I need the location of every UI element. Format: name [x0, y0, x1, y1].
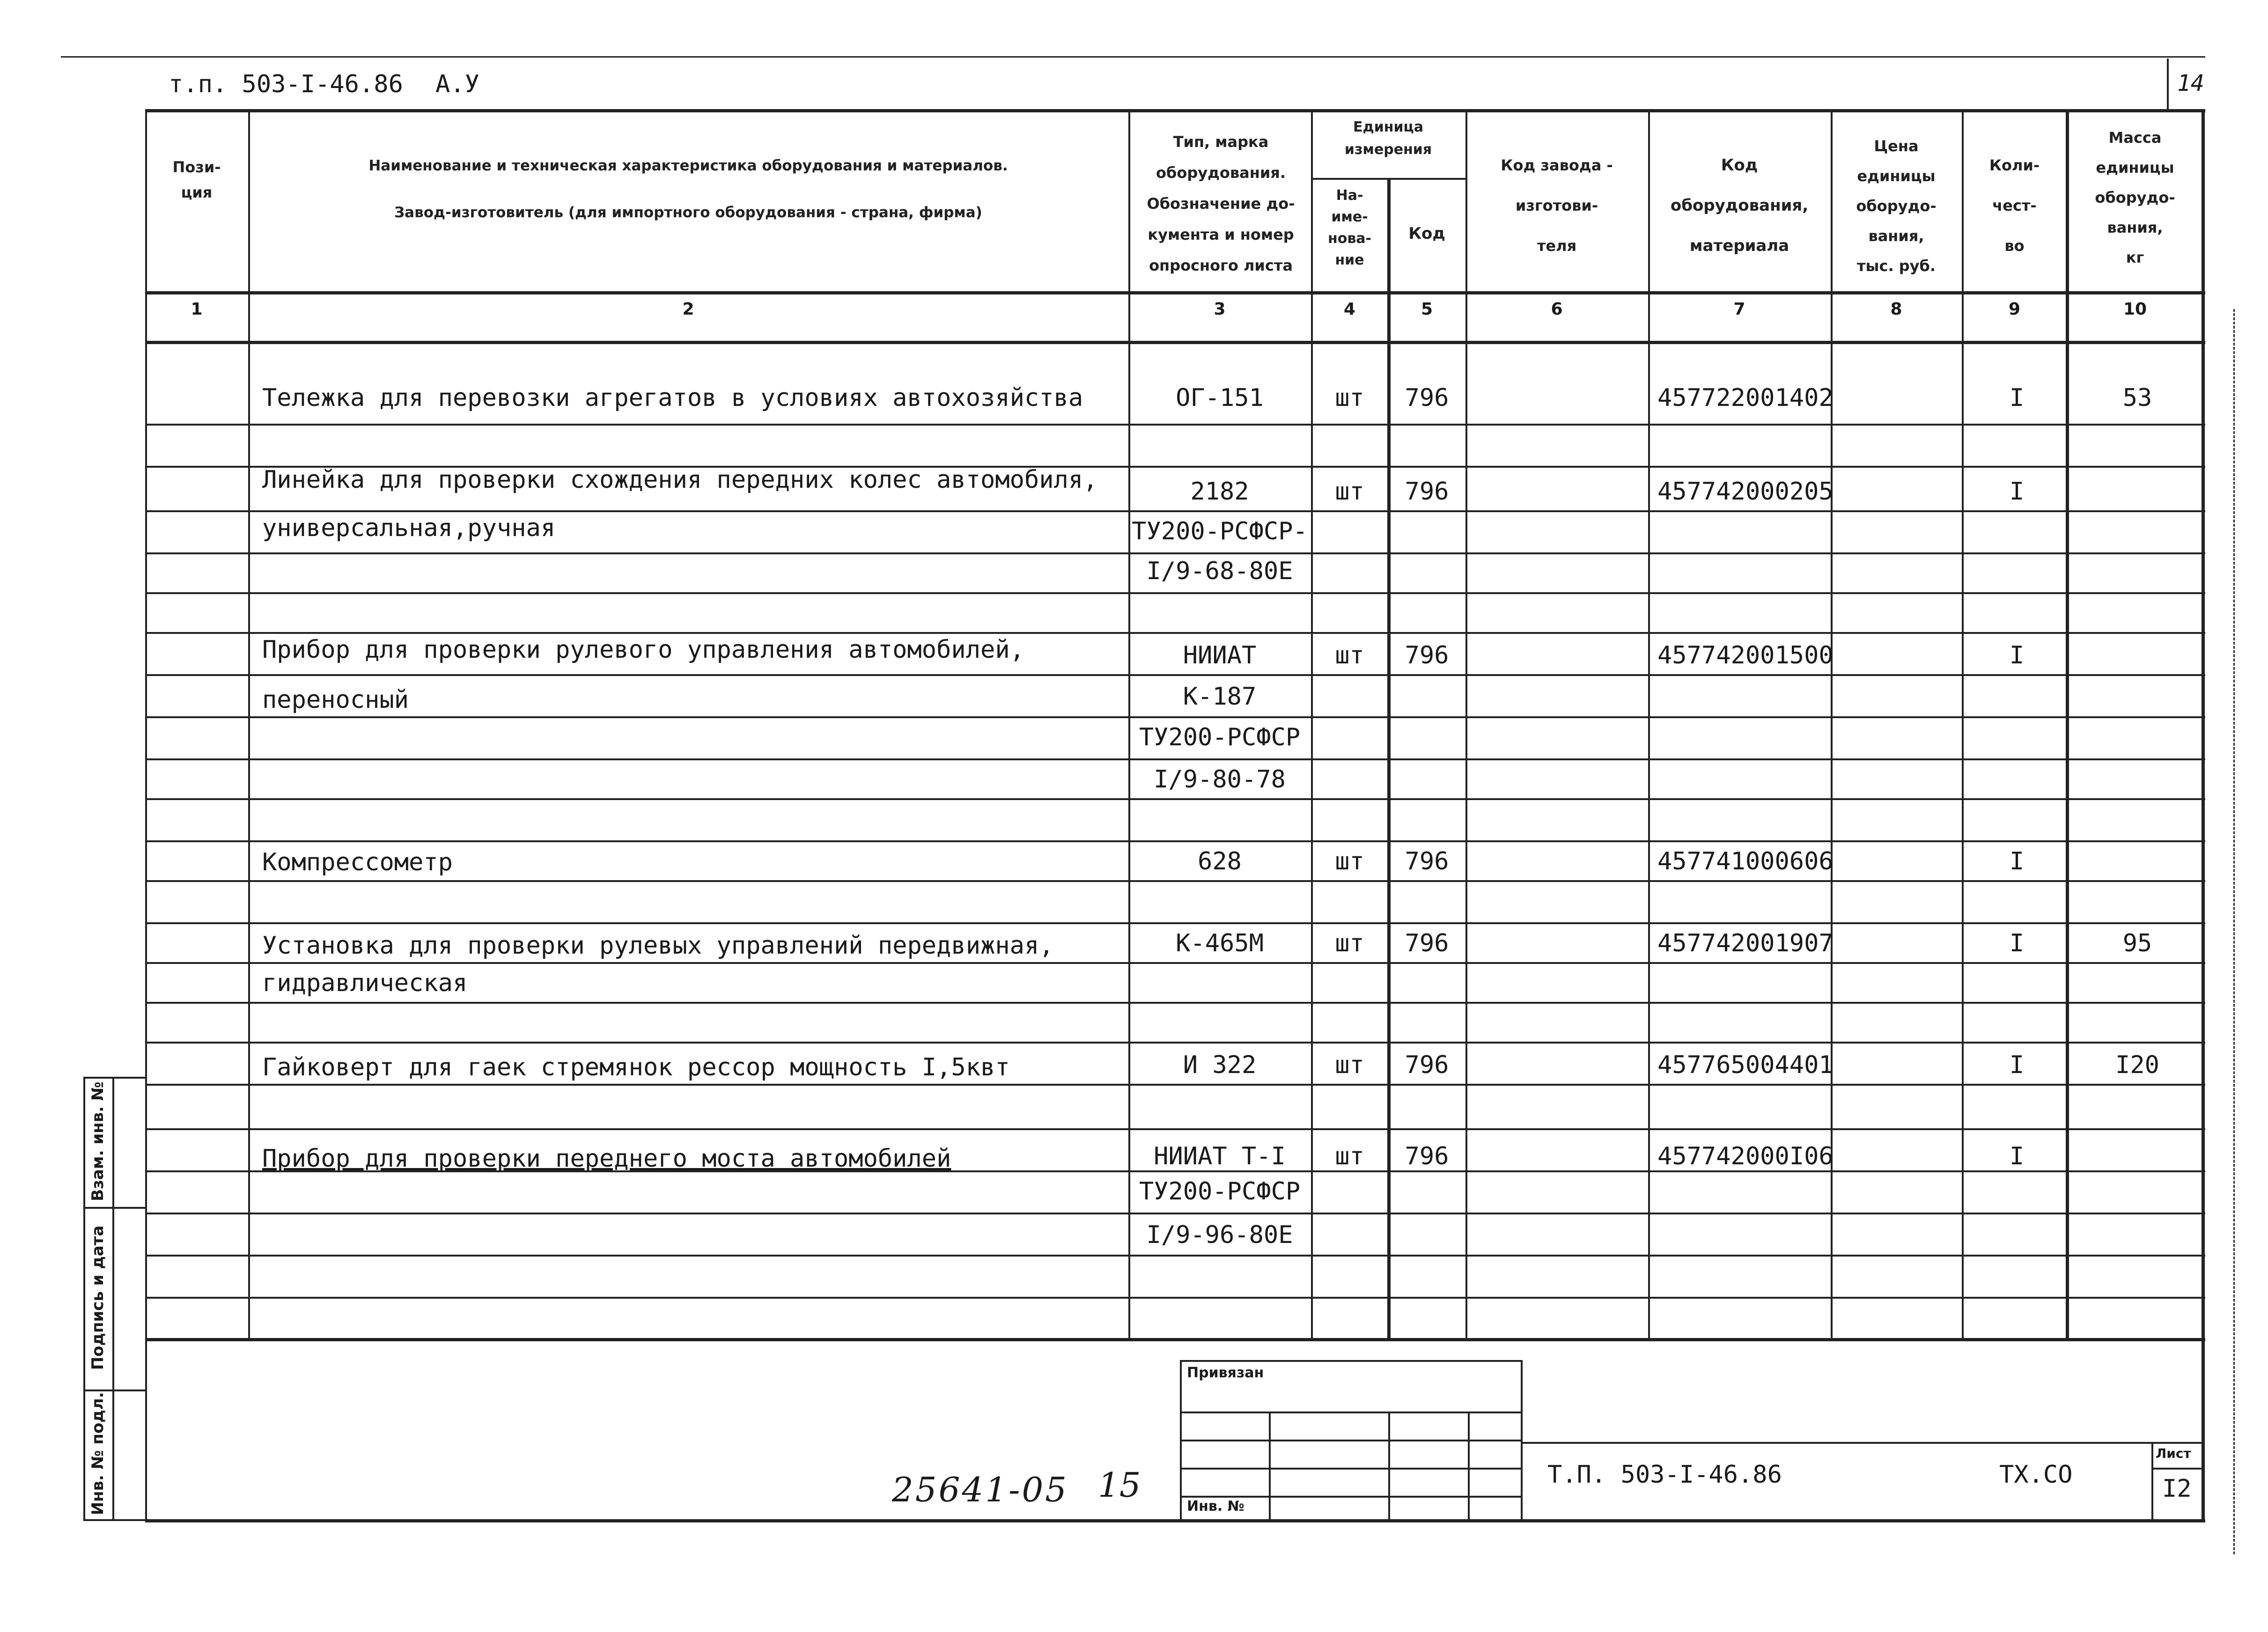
row-divider	[145, 1042, 2205, 1044]
row-divider	[145, 1002, 2205, 1004]
row-mass: 53	[2122, 384, 2152, 412]
row-equipment-code: 457742000205	[1657, 478, 1834, 506]
right-margin-mark	[2233, 309, 2235, 1554]
row-divider	[145, 840, 2205, 842]
col-number-7: 7	[1733, 300, 1745, 319]
row-type: ОГ-151	[1176, 384, 1264, 412]
row-unit-code: 796	[1405, 1051, 1449, 1079]
row-divider	[145, 1128, 2205, 1130]
numbers-bottom-border	[145, 341, 2205, 344]
row-divider	[145, 880, 2205, 882]
col-header-mass: Масса единицы оборудо- вания, кг	[2095, 129, 2175, 266]
row-divider	[145, 716, 2205, 718]
col-number-1: 1	[191, 300, 203, 319]
row-type: I/9-96-80Е	[1146, 1221, 1293, 1249]
side-label-vzam: Взам. инв. №	[88, 1081, 107, 1201]
col-divider-8	[1962, 109, 1964, 1338]
stamp-privyazan: Привязан	[1187, 1365, 1264, 1381]
row-type: ТУ200-РСФСР	[1139, 723, 1301, 751]
row-name: гидравлическая	[262, 969, 468, 997]
row-divider	[145, 632, 2205, 634]
col-header-factory-code: Код завода - изготови- теля	[1501, 156, 1613, 255]
col-number-6: 6	[1551, 300, 1563, 319]
row-name: Тележка для перевозки агрегатов в условиях автохозяйства	[262, 384, 1083, 412]
stamp-inv-no: Инв. №	[1187, 1498, 1244, 1514]
row-name: Прибор для проверки рулевого управления автомобилей,	[262, 636, 1024, 664]
table-left-border	[145, 109, 147, 1521]
row-type: К-465М	[1176, 929, 1264, 957]
stamp-box-left	[1180, 1360, 1182, 1519]
row-equipment-code: 457742001500	[1657, 641, 1834, 669]
col-number-9: 9	[2008, 300, 2021, 319]
col-number-5: 5	[1421, 300, 1433, 319]
row-type: К-187	[1183, 683, 1257, 711]
row-type: ТУ200-РСФСР-	[1132, 517, 1308, 545]
row-name: Линейка для проверки схождения передних колес автомобиля,	[262, 466, 1098, 494]
page-corner-number: 14	[2177, 70, 2204, 96]
col-header-price: Цена единицы оборудо- вания, тыс. руб.	[1856, 137, 1937, 275]
row-unit-code: 796	[1405, 847, 1449, 875]
stamp-sheet-label: Лист	[2156, 1446, 2191, 1461]
row-divider	[145, 592, 2205, 594]
col-number-8: 8	[1890, 300, 1902, 319]
row-equipment-code: 457765004401	[1657, 1051, 1834, 1079]
stamp-box-v3	[1468, 1411, 1470, 1519]
col-header-unit-group: Единица измерения	[1344, 119, 1432, 158]
col-number-2: 2	[682, 300, 694, 319]
side-label-podpis: Подпись и дата	[88, 1225, 107, 1370]
row-quantity: I	[2009, 1142, 2025, 1170]
row-divider	[145, 1255, 2205, 1257]
table-right-border	[2202, 109, 2205, 1521]
row-equipment-code: 457742001907	[1657, 929, 1834, 957]
stamp-mark: ТХ.СО	[1999, 1461, 2073, 1489]
row-unit: шт	[1335, 929, 1364, 957]
row-quantity: I	[2009, 478, 2025, 506]
handwritten-page-number: 15	[1098, 1465, 1141, 1505]
col-header-name-line1: Наименование и техническая характеристика оборудования и материалов.	[368, 157, 1008, 174]
table-top-border	[145, 109, 2205, 112]
row-divider	[145, 674, 2205, 676]
row-divider	[145, 962, 2205, 964]
header-bottom-border	[145, 291, 2205, 294]
side-strip-mid	[112, 1077, 114, 1521]
row-unit-code: 796	[1405, 384, 1449, 412]
col-header-equipment-code: Код оборудования, материала	[1670, 156, 1809, 255]
frame-bottom-border	[145, 1519, 2205, 1522]
stamp-sheet-number: I2	[2162, 1475, 2192, 1503]
row-quantity: I	[2009, 1051, 2025, 1079]
row-type: 2182	[1190, 478, 1249, 506]
row-unit: шт	[1335, 847, 1364, 875]
row-mass: 95	[2122, 929, 2152, 957]
side-strip-left	[83, 1077, 85, 1521]
row-divider	[145, 424, 2205, 426]
stamp-sheet-divider	[2151, 1442, 2153, 1521]
col-header-quantity: Коли- чест- во	[1989, 156, 2040, 255]
row-type: И 322	[1183, 1051, 1257, 1079]
row-type: НИИАТ	[1183, 641, 1257, 669]
row-name: Установка для проверки рулевых управлений передвижная,	[262, 932, 1054, 960]
row-unit: шт	[1335, 1142, 1364, 1170]
row-divider	[145, 1213, 2205, 1214]
row-name: Гайковерт для гаек стремянок рессор мощность I,5квт	[262, 1053, 1010, 1081]
row-type: 628	[1198, 847, 1242, 875]
stamp-box-line4	[1180, 1496, 1522, 1498]
col-divider-1	[248, 109, 250, 1338]
row-unit: шт	[1335, 478, 1364, 506]
row-type: НИИАТ Т-I	[1154, 1142, 1286, 1170]
stamp-box-right	[1521, 1360, 1523, 1519]
col-header-name-line2: Завод-изготовитель (для импортного оборудования - страна, фирма)	[394, 204, 982, 221]
stamp-box-line1	[1180, 1411, 1522, 1413]
row-name: Прибор для проверки переднего моста автомобилей	[262, 1145, 951, 1173]
row-name: универсальная,ручная	[262, 514, 556, 542]
row-mass: I20	[2115, 1051, 2159, 1079]
row-unit-code: 796	[1405, 1142, 1449, 1170]
corner-divider	[2167, 59, 2169, 109]
table-bottom-border	[145, 1338, 2205, 1341]
row-equipment-code: 457722001402	[1657, 384, 1834, 412]
col-number-4: 4	[1343, 300, 1356, 319]
doc-code: т.п. 503-I-46.86	[169, 70, 403, 98]
row-divider	[145, 1084, 2205, 1086]
row-unit-code: 796	[1405, 929, 1449, 957]
row-divider	[145, 758, 2205, 760]
stamp-box-top	[1180, 1360, 1522, 1362]
doc-section: А.У	[435, 70, 479, 98]
col-number-10: 10	[2123, 300, 2147, 319]
row-divider	[145, 552, 2205, 554]
stamp-doc-code: Т.П. 503-I-46.86	[1547, 1461, 1782, 1489]
stamp-box-v1	[1269, 1411, 1271, 1519]
side-label-inv-podl: Инв. № подл.	[88, 1392, 107, 1515]
row-unit: шт	[1335, 384, 1364, 412]
stamp-sheet-label-line	[2151, 1468, 2203, 1470]
row-quantity: I	[2009, 384, 2025, 412]
row-equipment-code: 457742000I06	[1657, 1142, 1834, 1170]
row-unit: шт	[1335, 1051, 1364, 1079]
row-divider	[145, 798, 2205, 800]
row-name: Компрессометр	[262, 848, 453, 876]
handwritten-inventory-number: 25641-05	[892, 1470, 1068, 1509]
row-type: ТУ200-РСФСР	[1139, 1177, 1301, 1206]
col-header-position: Пози- ция	[172, 158, 221, 201]
top-rule	[61, 56, 2205, 58]
col-divider-5	[1465, 109, 1467, 1338]
row-equipment-code: 457741000606	[1657, 847, 1834, 875]
row-divider	[145, 510, 2205, 512]
stamp-box-line2	[1180, 1440, 1522, 1441]
col-header-unit-code: Код	[1408, 224, 1445, 243]
row-unit-code: 796	[1405, 641, 1449, 669]
stamp-box-line3	[1180, 1468, 1522, 1470]
col-number-3: 3	[1214, 300, 1226, 319]
row-unit: шт	[1335, 641, 1364, 669]
row-type: I/9-80-78	[1154, 765, 1286, 794]
col-header-type: Тип, марка оборудования. Обозначение до- кумента и номер опросного листа	[1147, 133, 1295, 274]
row-quantity: I	[2009, 641, 2025, 669]
row-name: переносный	[262, 686, 409, 714]
row-type: I/9-68-80Е	[1146, 557, 1293, 585]
stamp-main-top	[1521, 1442, 2204, 1444]
row-unit-code: 796	[1405, 478, 1449, 506]
stamp-box-v2	[1388, 1411, 1390, 1519]
row-divider	[145, 1297, 2205, 1299]
row-quantity: I	[2009, 929, 2025, 957]
row-divider	[145, 922, 2205, 924]
col-divider-6	[1648, 109, 1650, 1338]
col-header-unit-name: На- име- нова- ние	[1327, 187, 1372, 268]
row-quantity: I	[2009, 847, 2025, 875]
